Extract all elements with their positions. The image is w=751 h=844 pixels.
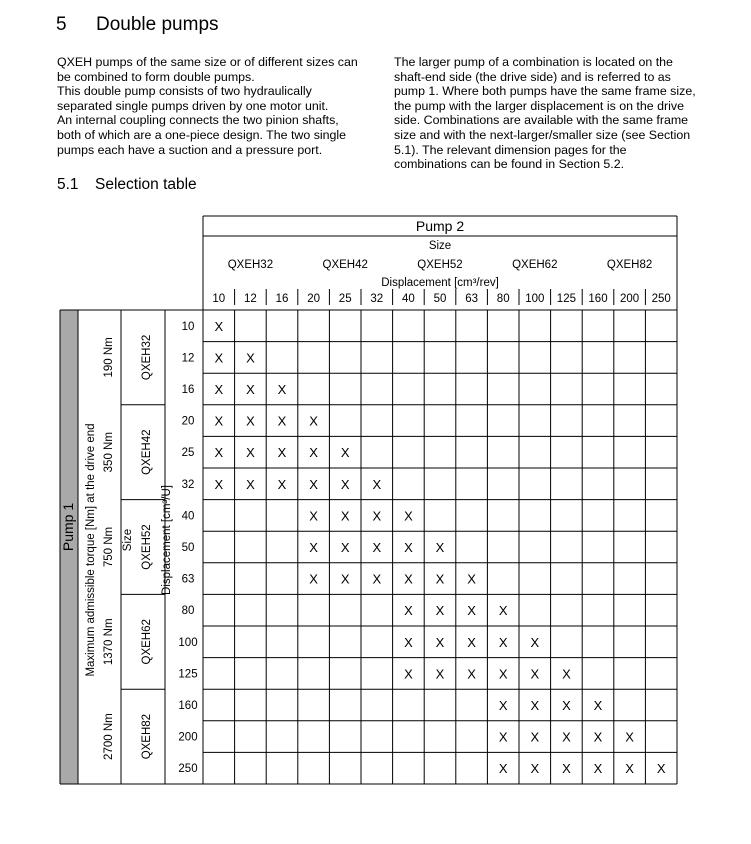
compatibility-mark: X: [340, 445, 350, 461]
compatibility-mark: X: [372, 508, 382, 524]
compatibility-mark: X: [277, 476, 287, 492]
compatibility-mark: X: [277, 445, 287, 461]
compatibility-mark: X: [562, 666, 571, 682]
compatibility-mark: X: [498, 761, 508, 777]
compatibility-mark: X: [467, 571, 476, 587]
compatibility-mark: X: [246, 476, 255, 492]
column-displacement: 63: [465, 293, 478, 305]
row-displacement: 250: [178, 763, 198, 776]
section-title: Double pumps: [96, 14, 219, 35]
intro-paragraph: An internal coupling connects the two pinion shafts, both of which are a one-piece design. The two single pumps each have a suction and a pressure port.: [57, 113, 347, 157]
pump1-size-name: QXEH52: [141, 524, 153, 570]
compatibility-mark: X: [277, 382, 287, 397]
compatibility-mark: X: [625, 761, 634, 777]
pump1-size-label: Size: [122, 528, 134, 552]
compatibility-mark: X: [435, 603, 445, 619]
compatibility-mark: X: [309, 445, 318, 461]
compatibility-mark: X: [214, 476, 224, 492]
column-displacement: 40: [402, 293, 415, 305]
intro-paragraph: This double pump consists of two hydraulically separated single pumps driven by one motor unit.: [57, 84, 329, 113]
compatibility-mark: X: [340, 476, 350, 492]
compatibility-mark: X: [340, 508, 350, 524]
compatibility-mark: X: [246, 445, 255, 461]
pump2-size-label: Size: [428, 240, 452, 252]
compatibility-mark: X: [530, 666, 540, 682]
compatibility-mark: X: [309, 413, 318, 429]
compatibility-mark: X: [562, 698, 571, 713]
pump2-size-name: QXEH42: [322, 259, 368, 271]
compatibility-mark: X: [498, 729, 508, 745]
compatibility-mark: X: [498, 666, 508, 682]
intro-paragraph: QXEH pumps of the same size or of different sizes can be combined to form double pumps.: [57, 55, 358, 84]
compatibility-mark: X: [625, 729, 634, 745]
pump1-size-name: QXEH42: [141, 429, 153, 475]
compatibility-mark: X: [404, 508, 413, 524]
row-displacement: 40: [181, 510, 195, 523]
intro-paragraph: The larger pump of a combination is located on the shaft-end side (the drive side) and is referred to as pump 1. Where both pumps have the same frame size, the pump with the larger displacement is on the drive side. Combinations are available with the same frame size and with the next-larger/smaller size (see Section 5.1). The relevant dimension pages for the combinations can be found in Section 5.2.: [394, 55, 696, 172]
row-displacement: 32: [181, 478, 195, 491]
compatibility-mark: X: [435, 666, 445, 682]
row-displacement: 100: [178, 636, 198, 649]
compatibility-mark: X: [214, 445, 224, 461]
compatibility-mark: X: [404, 571, 413, 587]
compatibility-mark: X: [340, 571, 350, 587]
pump1-torque-value: 1370 Nm: [103, 618, 115, 666]
compatibility-mark: X: [562, 729, 571, 745]
column-displacement: 200: [620, 293, 640, 305]
compatibility-mark: X: [277, 413, 287, 429]
column-displacement: 50: [433, 293, 447, 305]
pump1-size-name: QXEH82: [141, 713, 153, 760]
compatibility-mark: X: [530, 634, 540, 650]
pump2-displacement-label: Displacement [cm³/rev]: [381, 277, 499, 289]
compatibility-mark: X: [404, 666, 413, 682]
row-displacement: 80: [181, 605, 195, 618]
compatibility-mark: X: [340, 540, 350, 555]
compatibility-mark: X: [372, 571, 382, 587]
compatibility-mark: X: [246, 382, 255, 397]
compatibility-mark: X: [498, 634, 508, 650]
row-displacement: 63: [181, 573, 195, 586]
column-displacement: 32: [370, 293, 384, 305]
row-displacement: 25: [181, 447, 195, 460]
row-displacement: 12: [181, 352, 195, 365]
compatibility-mark: X: [467, 603, 476, 619]
pump2-size-name: QXEH62: [512, 259, 558, 271]
compatibility-mark: X: [435, 540, 445, 555]
column-displacement: 25: [338, 293, 352, 305]
compatibility-mark: X: [593, 761, 603, 777]
column-displacement: 250: [651, 293, 671, 305]
compatibility-mark: X: [404, 634, 413, 650]
pump1-size-name: QXEH62: [141, 619, 153, 665]
compatibility-mark: X: [530, 761, 540, 777]
compatibility-mark: X: [530, 698, 540, 713]
column-displacement: 10: [212, 293, 226, 305]
compatibility-mark: X: [309, 508, 318, 524]
compatibility-mark: X: [593, 698, 603, 713]
compatibility-mark: X: [404, 603, 413, 619]
compatibility-mark: X: [435, 634, 445, 650]
column-displacement: 20: [307, 293, 320, 305]
compatibility-mark: X: [309, 571, 318, 587]
section-number: 5: [56, 14, 67, 35]
pump1-size-name: QXEH32: [141, 334, 153, 381]
compatibility-mark: X: [246, 413, 255, 429]
row-displacement: 50: [181, 542, 195, 554]
compatibility-mark: X: [530, 729, 540, 745]
column-displacement: 125: [556, 293, 576, 305]
pump1-torque-value: 750 Nm: [103, 526, 115, 568]
row-displacement: 160: [178, 700, 198, 712]
row-displacement: 10: [181, 320, 195, 333]
pump1-torque-value: 2700 Nm: [103, 713, 115, 760]
pump2-size-name: QXEH52: [417, 259, 463, 271]
compatibility-mark: X: [498, 603, 508, 619]
pump2-size-name: QXEH32: [227, 259, 274, 271]
column-displacement: 100: [525, 293, 545, 305]
compatibility-mark: X: [593, 729, 603, 745]
pump1-displacement-label: Displacement [cm³/U]: [161, 485, 173, 595]
compatibility-mark: X: [562, 761, 571, 777]
compatibility-mark: X: [214, 382, 224, 397]
compatibility-mark: X: [656, 761, 666, 777]
compatibility-mark: X: [309, 540, 318, 555]
subsection-number: 5.1: [57, 176, 79, 193]
pump2-size-name: QXEH82: [606, 259, 653, 271]
compatibility-mark: X: [498, 698, 508, 713]
compatibility-mark: X: [214, 318, 224, 334]
compatibility-mark: X: [467, 666, 476, 682]
pump1-torque-value: 190 Nm: [103, 337, 115, 378]
compatibility-mark: X: [372, 476, 382, 492]
compatibility-mark: X: [435, 571, 445, 587]
row-displacement: 20: [181, 415, 195, 428]
pump1-label: Pump 1: [60, 502, 76, 552]
compatibility-mark: X: [372, 540, 382, 555]
compatibility-mark: X: [467, 634, 476, 650]
pump1-torque-label: Maximum admissible torque [Nm] at the drive end: [85, 423, 97, 677]
row-displacement: 200: [178, 731, 198, 744]
column-displacement: 16: [275, 293, 289, 305]
pump2-label: Pump 2: [415, 218, 465, 234]
column-displacement: 12: [244, 293, 257, 305]
compatibility-mark: X: [404, 540, 413, 555]
compatibility-mark: X: [246, 350, 255, 366]
subsection-title: Selection table: [95, 176, 197, 193]
column-displacement: 160: [588, 293, 608, 305]
compatibility-mark: X: [214, 350, 224, 366]
row-displacement: 125: [178, 668, 198, 681]
compatibility-mark: X: [309, 476, 318, 492]
row-displacement: 16: [181, 384, 195, 396]
column-displacement: 80: [496, 293, 510, 305]
pump1-torque-value: 350 Nm: [103, 432, 115, 473]
compatibility-mark: X: [214, 413, 224, 429]
